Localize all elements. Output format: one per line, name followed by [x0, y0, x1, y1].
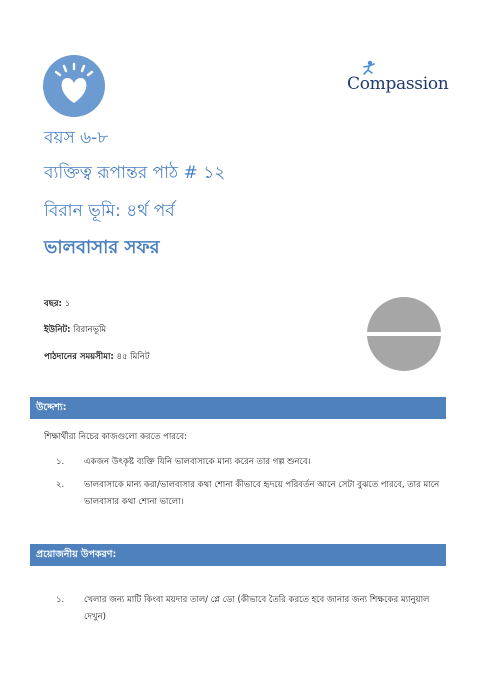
item-text: খেলার জন্য মাটি কিংবা ময়দার তাল/ প্লে ডো (কীভাবে তৈরি করতে হবে জানার জন্য শিক্ষকের ম্যানুয়াল দেখুন) — [84, 595, 430, 622]
year-value: ১ — [64, 299, 71, 309]
unit-part-title: বিরান ভূমি: ৪র্থ পর্ব — [44, 201, 175, 221]
year-row — [44, 297, 70, 311]
heart-sun-icon — [43, 55, 105, 117]
unit-row — [44, 323, 106, 337]
item-number: ১. — [56, 595, 65, 605]
grey-circle-icon — [367, 297, 441, 371]
item-text: একজন উৎকৃষ্ট ব্যক্তি যিনি ভালবাসাকে মান্য করেন তার গল্প শুনবে। — [84, 457, 311, 467]
time-row — [44, 350, 150, 364]
materials-heading: প্রয়োজনীয় উপকরণ: — [30, 544, 446, 566]
unit-value: বিরানভূমি — [73, 325, 107, 335]
time-value: ৪৫ মিনিট — [116, 352, 150, 362]
time-label: পাঠদানের সময়সীমা: — [44, 352, 114, 362]
year-label: বছর: — [44, 299, 62, 309]
brand-name: Compassion — [347, 74, 449, 94]
unit-label: ইউনিট: — [44, 325, 71, 335]
item-number: ২. — [56, 480, 65, 490]
objectives-heading: উদ্দেশ্য: — [30, 397, 446, 419]
item-number: ১. — [56, 457, 65, 467]
compassion-logo — [347, 60, 447, 100]
age-title: বয়স ৬-৮ — [44, 128, 109, 148]
story-title: ভালবাসার সফর — [44, 237, 160, 258]
lesson-title: ব্যক্তিত্ব রূপান্তর পাঠ # ১২ — [44, 163, 226, 183]
item-text: ভালবাসাকে মান্য করা/ভালবাসার কথা শোনা কীভাবে হৃদয়ে পরিবর্তন আনে সেটা বুঝতে পারবে, তার মানে ভালবাসার কথা শোনা ভালো। — [84, 480, 440, 507]
objectives-intro: শিক্ষার্থীরা নিচের কাজগুলো করতে পারবে: — [44, 432, 187, 442]
